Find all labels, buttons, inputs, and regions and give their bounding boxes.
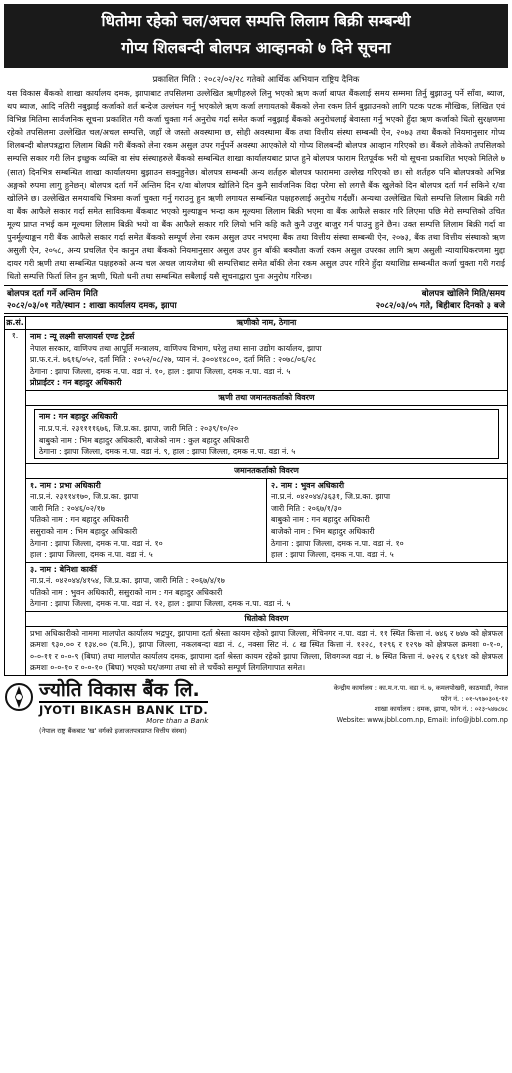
guarantor-3-family: पतिको नाम : भुवन अधिकारी, ससुराको नाम : गन बहादुर अधिकारी	[30, 587, 223, 597]
guarantor-1-address: ठेगाना : झापा जिल्ला, दमक न.पा. वडा नं. १०	[30, 538, 163, 548]
table-header-row	[5, 317, 507, 329]
bank-logo	[4, 680, 232, 735]
notice-body: यस विकास बैंकको शाखा कार्यालय दमक, झापाबाट तपसिलमा उल्लेखित ऋणीहरुले लिनु भएको ऋण कर्जा बापत बैंकलाई समय सम्ममा तिर्नु बुझाउनु पर्ने साँवा, ब्याज, थप ब्याज, आदि नतिरी नबुझाई कर्जाको शर्त बन्देज उल्लंघन गर्नु भएकोले ऋण कर्जा लगायतको बैंकको लेना रकम तिर्न बुझाउनको लागि पटक पटक मौखिक, लिखित एवं विभिन्न मितिमा सार्वजनिक सूचना प्रकाशित गरी कर्जा चुक्ता गर्न अनुरोध गर्दा समेत कर्जा नबुझाई बैंकको अनुरोधलाई बेवास्ता गर्नु भएको हुँदा ऋण कर्जाको धितो सुरक्षणमा रहेको तपसिलमा उल्लेखित चल/अचल सम्पत्ति, जहाँ जे जस्तो अवस्थामा छ, सोही अवस्थामा बैंक तथा वित्तीय संस्था सम्बन्धी ऐन, २०७३ तथा बैंकको नियमानुसार गोप्य शिलबन्दी बोलपत्रद्वारा लिलाम बिक्री गरी बैंकको लेना रकम असुल उपर गर्नुपर्ने अवस्था आएकोले यो गोप्य शिलबन्दी बोलपत्र आव्हान गरिएको छ। बैंकले तोकेको तपसिलको सम्पत्ति सकार गरी लिन इच्छुक व्यक्ति वा संघ संस्थाहरुले बैंकको सम्बन्धित शाखा कार्यालयबाट प्राप्त हुने बोलपत्र फाराम रितपूर्वक भरी यो सूचना प्रकाशित भएको मितिले ७ (सात) दिनभित्र सम्बन्धित शाखा कार्यालयमा बुझाउन सक्नुहुनेछ। बोलपत्र सम्बन्धी अन्य शर्तहरु बोलपत्र फाराममा उल्लेख गरिएको छ। सो शर्तहरु पनि बोलपत्रको अभिन्न अङ्गको रुपमा लागु हुनेछन्। बोलपत्र दर्ता गर्ने अन्तिम दिन र/वा बोलपत्र खोलिने दिन कुनै सार्वजनिक विदा परेमा सो लगत्तै बैंक खुलेको दिन बोलपत्र दर्ता गर्न सकिने र/वा खोलिने छ। उल्लेखित समयावधि भित्रमा कर्जा चुक्ता गर्नु गराउनु हुन ऋणी लगायत सम्बन्धित पक्षहरुलाई अनुरोध गर्दछौं। अन्यथा उल्लेखित धितो सम्पत्ति लिलाम बिक्री गरी वा बैंक आफैले सकार गर्दा समेत साविकमा बैंकबाट भएको मुल्याङ्कन भन्दा कम मूल्यमा लिलाम बिक्री भएमा वा बैंक आफैले सकार गरि लिएमा पछि मेरो सम्पत्तिको उचित मूल्य प्राप्त नभई कम मूल्यमा लिलाम बिक्री भयो वा बैंक आफैले सकार गरि लियो भनि कहि कतै कुनै उजुर बाजुर गर्न पाउनु हुने छैन। उक्त सम्पत्ति लिलाम बिक्री गर्दा वा पुनर्मूल्याङ्कन गरी बैंक आफैले सकार गर्दा समेत बैंकको सम्पूर्ण लेना रकम असुल उपर नभएमा बैंक तथा वित्तीय संस्था सम्बन्धी ऐन, २०७३, बैंक तथा वित्तीय संस्थाको ऋण असुली ऐन, २०५८, अन्य प्रचलित ऐन कानुन तथा बैंकको नियमानुसार असुल उपर हुन बाँकी बक्यौता कर्जा रकम असुल उपरका लागि ऋण असुली न्यायाधिकरणमा मुद्दा दायर गरी ऋणी तथा सम्बन्धित पक्षहरुको अन्य चल अचल जायजेथा श्री सम्पत्तिबाट समेत बाँकी लेना रकम असुल उपर गरिने हुँदा यथाशिघ्र सम्बन्धीत कर्जा चुक्ता गरी गराई धितो सम्पत्ति फिर्ता लिन हुन ऋणी, धितो धनी तथा सम्बन्धित सबैलाई यसै सूचनाद्वारा पुनः अनुरोध गरिन्छ।	[7, 88, 505, 282]
guarantor-section-title: ऋणी तथा जमानतकर्ताको विवरण	[26, 390, 507, 405]
guarantor-2-current: हाल : झापा जिल्ला, दमक न.पा. वडा नं. ५	[271, 550, 394, 560]
guarantor-main-info	[26, 405, 507, 463]
bank-name-block	[39, 680, 208, 735]
footer	[4, 680, 508, 735]
guarantor-1-citizenship: ना.प्र.नं. २३११४१७०, जि.प्र.का. झापा	[30, 492, 139, 502]
borrower-info	[26, 330, 507, 390]
guarantor-3	[26, 562, 507, 611]
banner-title-line2: गोप्य शिलबन्दी बोलपत्र आव्हानको ७ दिने सूचना	[121, 39, 391, 57]
banner-title-line1: धितोमा रहेको चल/अचल सम्पत्ति लिलाम बिक्री सम्बन्धी	[101, 12, 411, 30]
published-date: प्रकाशित मिति : २०८२/०२/२८ गतेको आर्थिक अभियान राष्ट्रिय दैनिक	[152, 74, 360, 84]
bank-license: (नेपाल राष्ट्र बैंकबाट 'ख' वर्गको इजाजतपत्रप्राप्त वित्तीय संस्था)	[39, 727, 187, 736]
guarantor-1-father-in-law: ससुराको नाम : भिम बहादुर अधिकारी	[30, 526, 138, 536]
bank-name-english: JYOTI BIKASH BANK LTD.	[39, 703, 209, 718]
serial-number: १.	[5, 330, 26, 675]
borrower-table	[4, 316, 508, 676]
guarantors-grid	[26, 478, 507, 562]
guarantors-title: जमानतकर्ताको विवरण	[26, 463, 507, 478]
guarantor-main-name: नाम : गन बहादुर अधिकारी	[39, 411, 118, 421]
guarantor-2-address: ठेगाना : झापा जिल्ला, दमक न.पा. वडा नं. १०	[271, 538, 404, 548]
guarantor-main-citizenship: ना.प्र.प.नं. २३११११६७६, जि.प्र.का. झापा, जारी मिति : २०३९/१०/२०	[39, 424, 239, 434]
table-row	[5, 329, 507, 675]
guarantor-2	[267, 479, 507, 562]
collateral-description: प्रभा अधिकारीको नाममा मालपोत कार्यालय भद्रपुर, झापामा दर्ता श्रेस्ता कायम रहेको झापा जिल्ला, मेचिनगर न.पा. वडा नं. ११ स्थित कित्ता नं. ७४६ र ७४७ को क्षेत्रफल क्रमशः ९३०.०० र १३४.०० (व.मि.), झापा जिल्ला, नकलबन्दा वडा नं. ८, नक्सा सिट नं. ८ ख स्थित कित्ता नं. १२२८, १२९६ र १२९७ को क्षेत्रफल क्रमशः ०-१-०, ०-०-११ र ०-०-९ (बिघा) तथा मालपोत कार्यालय दमक, झापामा दर्ता श्रेस्ता कायम रहेको झापा जिल्ला, शिवगञ्ज वडा नं. ७ स्थित कित्ता नं. ७२२६ र ६९४१ को क्षेत्रफल क्रमशः ०-०-१० र ०-०-१० (बिघा) भएको घर/जग्गा तथा सो ले चर्चेको सम्पूर्ण लिगलिगापात समेत।	[26, 626, 507, 675]
opening-date-label: बोलपत्र खोलिने मिति/समय	[421, 289, 505, 300]
borrower-address: ठेगाना : झापा जिल्ला, दमक न.पा. वडा नं. १०, हाल : झापा जिल्ला, दमक न.पा. वडा नं. ५	[30, 366, 291, 376]
branch-office: शाखा कार्यालय : दमक, झापा, फोन नं. : ०२३-५४७८७८	[374, 705, 508, 714]
guarantor-main-family: बाबुको नाम : भिम बहादुर अधिकारी, बाजेको नाम : कुल बहादुर अधिकारी	[39, 435, 249, 445]
guarantor-2-issued: जारी मिति : २०६७/१/३०	[271, 503, 342, 513]
guarantor-main-box	[34, 409, 499, 459]
dates-header	[4, 285, 508, 299]
bank-name-nepali: ज्योति विकास बैंक लि.	[39, 679, 200, 702]
guarantor-2-father: बाबुको नाम : गन बहादुर अधिकारी	[271, 515, 370, 525]
proprietor-name: प्रोप्राईटर : गन बहादुर अधिकारी	[30, 378, 122, 388]
guarantor-2-citizenship: ना.प्र.नं. ०४२०४४/३६३१, जि.प्र.का. झापा	[271, 492, 391, 502]
borrower-name: नाम : न्यू लक्ष्मी सप्लायर्स एण्ड ट्रेडर्स	[30, 332, 135, 341]
borrower-registration: नेपाल सरकार, वाणिज्य तथा आपूर्ति मन्त्रालय, वाणिज्य विभाग, घरेलु तथा साना उद्योग कार्यालय, झापा	[30, 343, 322, 353]
website-email[interactable]: Website: www.jbbl.com.np, Email: info@jbbl.com.np	[336, 715, 508, 724]
guarantor-1-husband: पतिको नाम : गन बहादुर अधिकारी	[30, 515, 129, 525]
guarantor-3-address: ठेगाना : झापा जिल्ला, दमक न.पा. वडा नं. १२, हाल : झापा जिल्ला, दमक न.पा. वडा नं. ५	[30, 599, 291, 609]
bank-logo-icon	[4, 682, 34, 712]
guarantor-1-name: १. नाम : प्रभा अधिकारी	[30, 480, 101, 490]
borrower-header: ऋणीको नाम, ठेगाना	[236, 318, 297, 328]
serial-header: क्र.सं.	[5, 317, 26, 329]
collateral-title: धितोको विवरण	[26, 611, 507, 626]
notice-banner	[4, 4, 508, 68]
central-phone: फोन नं. : ०१-५९७०३०६-१२	[440, 694, 508, 703]
contact-info	[232, 680, 508, 725]
dates-values	[4, 299, 508, 314]
registration-deadline-label: बोलपत्र दर्ता गर्ने अन्तिम मिति	[7, 289, 98, 300]
guarantor-2-name: २. नाम : भुवन अधिकारी	[271, 480, 344, 490]
guarantor-3-name: ३. नाम : बेनिशा कार्की	[30, 564, 97, 574]
borrower-pan: प्रा.फ.र.नं. ७६१६/०५२, दर्ता मिति : २०५२/०८/२७, प्यान नं. ३००४१४८००, दर्ता मिति : २०७८/०६/२८	[30, 355, 317, 365]
notice-page	[4, 4, 508, 1065]
guarantor-2-grandfather: बाजेको नाम : भिम बहादुर अधिकारी	[271, 526, 375, 536]
bank-tagline: More than a Bank	[146, 717, 209, 726]
guarantor-main-address: ठेगाना : झापा जिल्ला, दमक न.पा. वडा नं. ९, हाल : झापा जिल्ला, दमक न.पा. वडा नं. ५	[39, 447, 296, 457]
registration-deadline-value: २०८२/०३/०१ गते/स्थान : शाखा कार्यालय दमक, झापा	[7, 301, 177, 312]
central-office: केन्द्रीय कार्यालय : का.म.न.पा. वडा नं. ७, कमलपोखरी, काठमाडौं, नेपाल	[333, 684, 508, 693]
guarantor-1-issued: जारी मिति : २०४६/०२/१७	[30, 503, 105, 513]
opening-date-value: २०८२/०३/०५ गते, बिहीबार दिनको ३ बजे	[375, 301, 505, 312]
guarantor-1	[26, 479, 267, 562]
borrower-details	[26, 330, 507, 675]
guarantor-1-current: हाल : झापा जिल्ला, दमक न.पा. वडा नं. ५	[30, 550, 153, 560]
guarantor-3-citizenship: ना.प्र.नं. ०४२०४४/४१५४, जि.प्र.का. झापा, जारी मिति : २०६७/४/१७	[30, 576, 225, 586]
